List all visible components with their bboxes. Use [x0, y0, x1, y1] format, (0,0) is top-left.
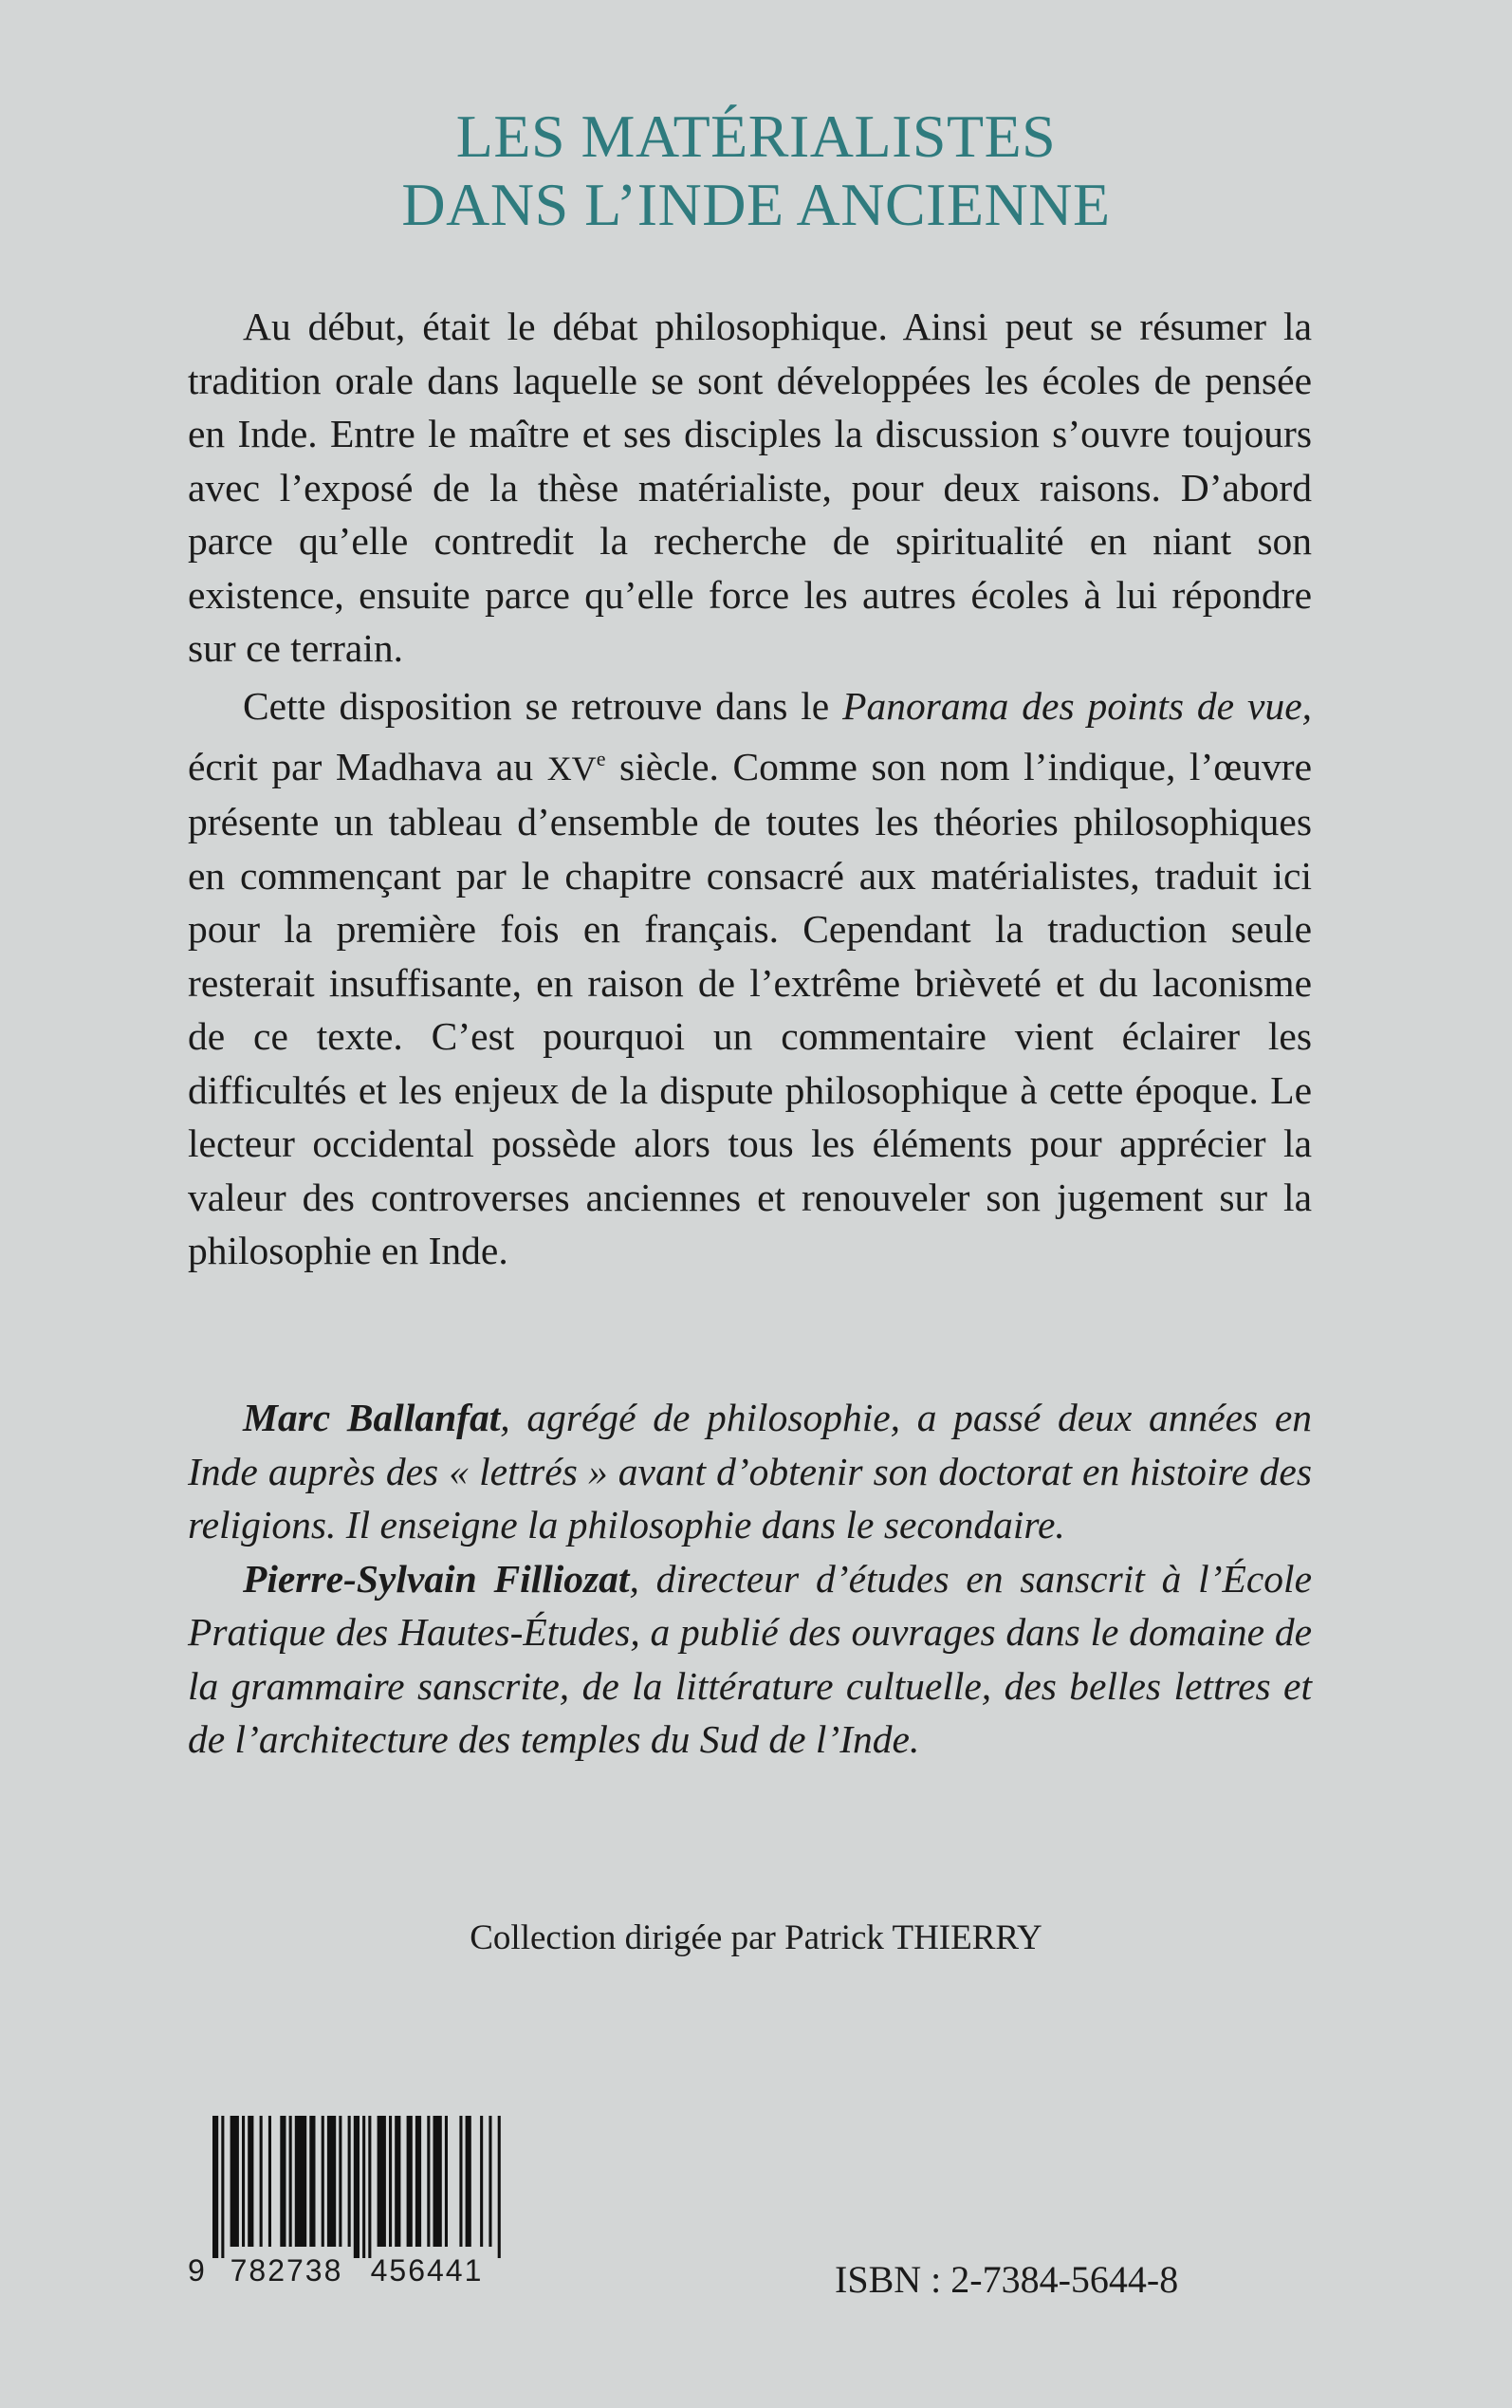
barcode-bar	[433, 2116, 442, 2247]
century-numeral: XV	[546, 749, 597, 787]
barcode-bar	[348, 2116, 351, 2247]
book-title-line-2: DANS L’INDE ANCIENNE	[401, 171, 1111, 238]
barcode-bar	[260, 2116, 263, 2247]
author-name-1: Marc Ballanfat	[243, 1396, 501, 1439]
author-name-2: Pierre-Sylvain Filliozat	[243, 1556, 630, 1601]
description-p2-intro: Cette disposition se retrouve dans le	[243, 683, 843, 728]
book-description	[188, 300, 1312, 1278]
barcode-bar	[289, 2116, 292, 2247]
century-superscript: e	[596, 747, 606, 770]
barcode-bar	[221, 2116, 224, 2258]
barcode-bar	[295, 2116, 306, 2247]
barcode-bar	[354, 2116, 360, 2258]
description-p2-rest: siècle. Comme son nom l’indique, l’œuvre présente un tableau d’ensemble de toutes les théories philosophiques en commençant par le chapitre consacré aux matérialistes, traduit ici pour la première fois en français. Cependant la traduction seule resterait insuffisante, en raison de l’extrême brièveté et du laconisme de ce texte. C’est pourquoi un commentaire vient éclairer les difficultés et les enjeux de la dispute philosophique à cette époque. Le lecteur occidental possède alors tous les éléments pour apprécier la valeur des controverses anciennes et renouveler son jugement sur la philosophie en Inde.	[188, 744, 1312, 1273]
barcode-bar	[327, 2116, 336, 2247]
barcode-bar	[459, 2116, 462, 2247]
barcode	[188, 2116, 510, 2287]
barcode-bar	[339, 2116, 341, 2247]
book-title-line-1: LES MATÉRIALISTES	[455, 102, 1057, 170]
author-bios	[188, 1391, 1312, 1767]
work-title: Panorama des points de vue,	[842, 683, 1312, 728]
barcode-first-digit: 9	[188, 2253, 205, 2287]
barcode-bar	[268, 2116, 271, 2247]
barcode-bar	[427, 2116, 430, 2247]
barcode-bar	[395, 2116, 400, 2247]
barcode-bar	[248, 2116, 253, 2247]
description-p2-middle: écrit par Madhava au	[188, 744, 547, 788]
barcode-bar	[309, 2116, 315, 2247]
barcode-bars	[212, 2116, 501, 2258]
barcode-bar	[445, 2116, 448, 2247]
book-title	[0, 102, 1512, 239]
barcode-bar	[280, 2116, 286, 2247]
barcode-bar	[407, 2116, 413, 2247]
collection-credit: Collection dirigée par Patrick THIERRY	[470, 1918, 1042, 1957]
author-bio-text-2: , directeur d’études en sanscrit à l’École Pratique des Hautes-Études, a publié des ouvrages dans le domaine de la grammaire sanscrite, de la littérature cultuelle, des belles lettres et de l’architecture des temples du Sud de l’Inde.	[188, 1556, 1312, 1761]
barcode-bar	[362, 2116, 365, 2258]
barcode-right-digits: 456441	[370, 2253, 484, 2287]
author-bio-1	[188, 1391, 1312, 1552]
barcode-bar	[480, 2116, 483, 2247]
barcode-bar	[415, 2116, 421, 2247]
barcode-bar	[368, 2116, 371, 2258]
barcode-left-digits: 782738	[230, 2253, 343, 2287]
description-paragraph-1: Au début, était le débat philosophique. Ainsi peut se résumer la tradition orale dans laquelle se sont développées les écoles de pensée en Inde. Entre le maître et ses disciples la discussion s’ouvre toujours avec l’exposé de la thèse matérialiste, pour deux raisons. D’abord parce qu’elle contredit la recherche de spiritualité en niant son existence, ensuite parce qu’elle force les autres écoles à lui répondre sur ce terrain.	[188, 305, 1312, 670]
barcode-bar	[230, 2116, 239, 2247]
author-bio-text-1: , agrégé de philosophie, a passé deux années en Inde auprès des « lettrés » avant d’obtenir son doctorat en histoire des religions. Il enseigne la philosophie dans le secondaire.	[188, 1396, 1313, 1547]
barcode-bar	[489, 2116, 491, 2247]
barcode-bar	[378, 2116, 386, 2247]
author-bio-2	[188, 1552, 1312, 1767]
isbn: ISBN : 2-7384-5644-8	[835, 2258, 1179, 2301]
barcode-bar	[389, 2116, 392, 2247]
barcode-bar	[498, 2116, 501, 2258]
barcode-bar	[242, 2116, 245, 2247]
barcode-bar	[466, 2116, 471, 2247]
description-paragraph-2	[188, 679, 1312, 1278]
barcode-bar	[322, 2116, 324, 2247]
barcode-bar	[212, 2116, 218, 2258]
